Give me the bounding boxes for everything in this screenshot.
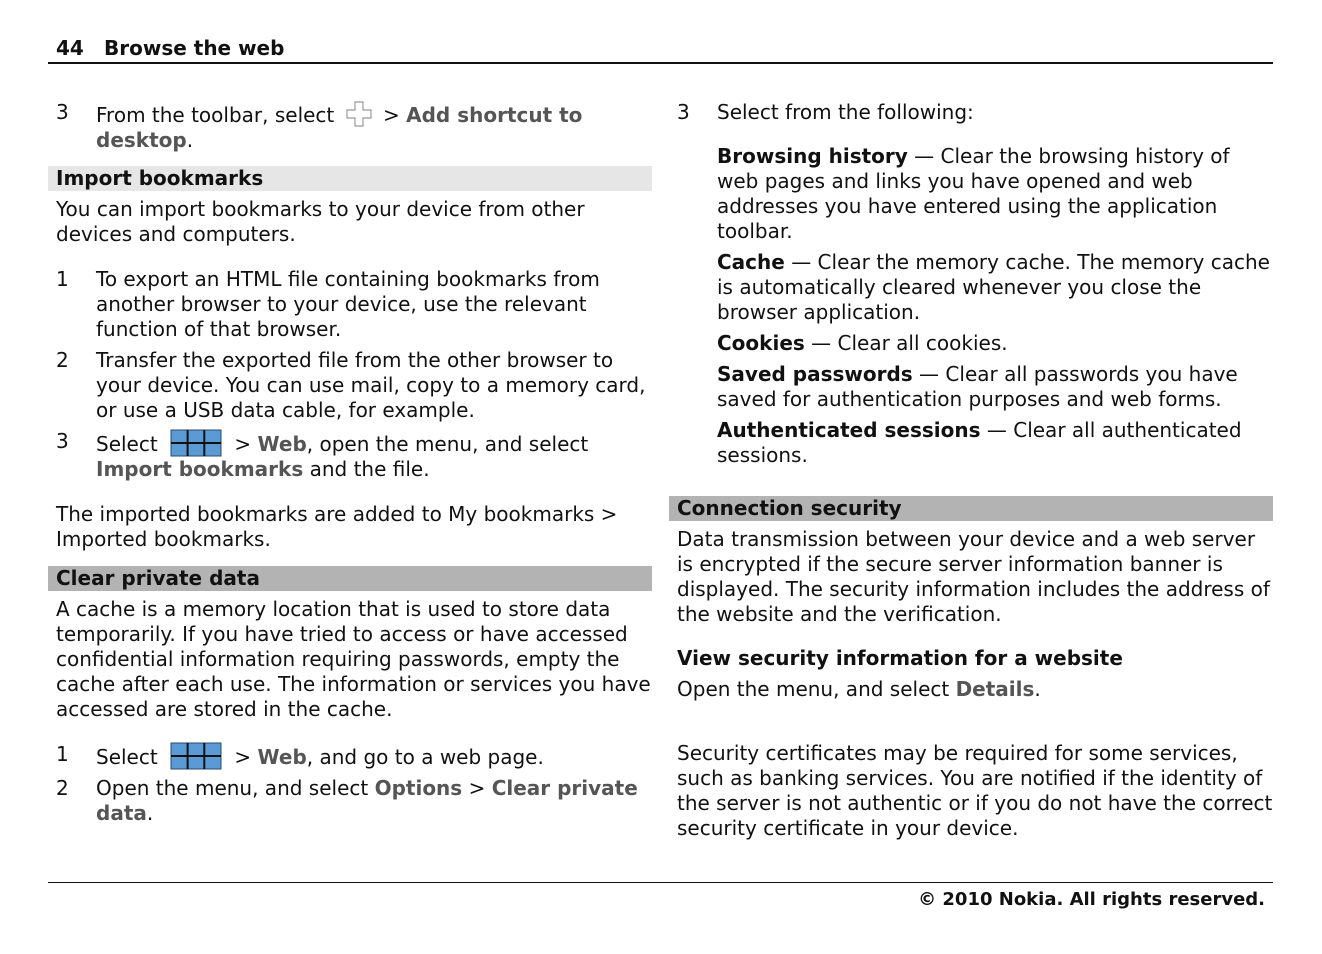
- option-description: — Clear all passwords you have saved for authentication purposes and web forms.: [717, 362, 1238, 411]
- plus-outline-icon: [345, 100, 373, 128]
- menu-separator: >: [234, 745, 252, 769]
- menu-command-options: Options: [374, 776, 463, 800]
- copyright: © 2010 Nokia. All rights reserved.: [918, 889, 1265, 910]
- step-text: Select: [96, 745, 158, 769]
- punctuation: .: [146, 801, 154, 825]
- menu-command-details: Details: [955, 677, 1035, 701]
- option-cache: [669, 250, 1273, 325]
- menu-command-web: Web: [257, 745, 307, 769]
- section-heading-connection-security: Connection security: [669, 496, 1273, 521]
- menu-command: Add shortcut to desktop: [96, 103, 583, 152]
- menu-separator: >: [468, 776, 486, 800]
- option-browsing-history: [669, 144, 1273, 244]
- app-grid-icon: [170, 429, 222, 457]
- page-footer: [48, 882, 1273, 915]
- option-term: Cookies: [717, 331, 805, 355]
- punctuation: .: [186, 128, 194, 152]
- step-number: 1: [56, 267, 69, 291]
- step-text: Transfer the exported file from the other browser to your device. You can use mail, copy to a memory card, or use a USB data cable, for example.: [96, 348, 646, 422]
- step-text: , and go to a web page.: [306, 745, 544, 769]
- security-intro: Data transmission between your device and a web server is encrypted if the secure server information banner is displayed. The security information includes the address of the website and the verification.: [677, 527, 1270, 626]
- security-certificates-para: Security certificates may be required for some services, such as banking services. You are notified if the identity of the server is not authentic or if you do not have the correct security certificate in your device.: [677, 741, 1273, 840]
- option-term: Cache: [717, 250, 785, 274]
- step-number: 3: [677, 100, 690, 124]
- menu-separator: >: [234, 432, 252, 456]
- option-term: Saved passwords: [717, 362, 913, 386]
- app-grid-icon: [170, 742, 222, 770]
- clear-step-1: [48, 742, 652, 770]
- right-column: [669, 100, 1273, 841]
- punctuation: .: [1034, 677, 1041, 701]
- option-authenticated-sessions: [669, 418, 1273, 468]
- step-add-shortcut: [48, 100, 652, 153]
- subheading-view-security-info: View security information for a website: [677, 646, 1123, 670]
- import-step-2: [48, 348, 652, 423]
- clear-step-2: [48, 776, 652, 826]
- step-number: 2: [56, 348, 69, 372]
- left-column: [48, 100, 652, 826]
- step-text: To export an HTML file containing bookmarks from another browser to your device, use the relevant function of that browser.: [96, 267, 600, 341]
- menu-command-import: Import bookmarks: [96, 457, 304, 481]
- section-heading-import-bookmarks: Import bookmarks: [48, 166, 652, 191]
- import-step-1: [48, 267, 652, 342]
- option-cookies: [669, 331, 1273, 356]
- step-number: 2: [56, 776, 69, 800]
- step-text: Select: [96, 432, 158, 456]
- step-text: Open the menu, and select: [677, 677, 950, 701]
- step-number: 3: [56, 100, 69, 124]
- step-text: Select from the following:: [717, 100, 974, 124]
- menu-separator: >: [383, 103, 400, 127]
- import-intro: You can import bookmarks to your device from other devices and computers.: [56, 197, 585, 246]
- import-step-3: [48, 429, 652, 482]
- menu-command-clear-private-data: Clear private data: [96, 776, 638, 825]
- clear-step-3: [669, 100, 1273, 125]
- step-text: , open the menu, and select: [306, 432, 589, 456]
- step-text: Open the menu, and select: [96, 776, 369, 800]
- page-title: Browse the web: [104, 36, 285, 60]
- option-term: Browsing history: [717, 144, 908, 168]
- step-number: 1: [56, 742, 69, 766]
- menu-command-web: Web: [257, 432, 307, 456]
- page-number: 44: [56, 36, 84, 60]
- option-description: — Clear the memory cache. The memory cache is automatically cleared whenever you close the browser application.: [717, 250, 1270, 324]
- clear-intro: A cache is a memory location that is used to store data temporarily. If you have tried to access or have accessed confidential information requiring passwords, empty the cache after each use. The information or services you have accessed are stored in the cache.: [56, 597, 651, 721]
- option-term: Authenticated sessions: [717, 418, 981, 442]
- view-security-instruction: [669, 677, 1273, 702]
- option-description: — Clear all authenticated sessions.: [717, 418, 1242, 467]
- option-description: — Clear the browsing history of web pages and links you have opened and web addresses you have entered using the application toolbar.: [717, 144, 1230, 243]
- step-number: 3: [56, 429, 69, 453]
- option-description: — Clear all cookies.: [804, 331, 1008, 355]
- clear-options-list: [669, 144, 1273, 468]
- section-heading-clear-private-data: Clear private data: [48, 566, 652, 591]
- import-outro: The imported bookmarks are added to My bookmarks > Imported bookmarks.: [56, 502, 618, 551]
- step-text: and the file.: [309, 457, 430, 481]
- option-saved-passwords: [669, 362, 1273, 412]
- step-text: From the toolbar, select: [96, 103, 335, 127]
- page-header: [48, 34, 1273, 64]
